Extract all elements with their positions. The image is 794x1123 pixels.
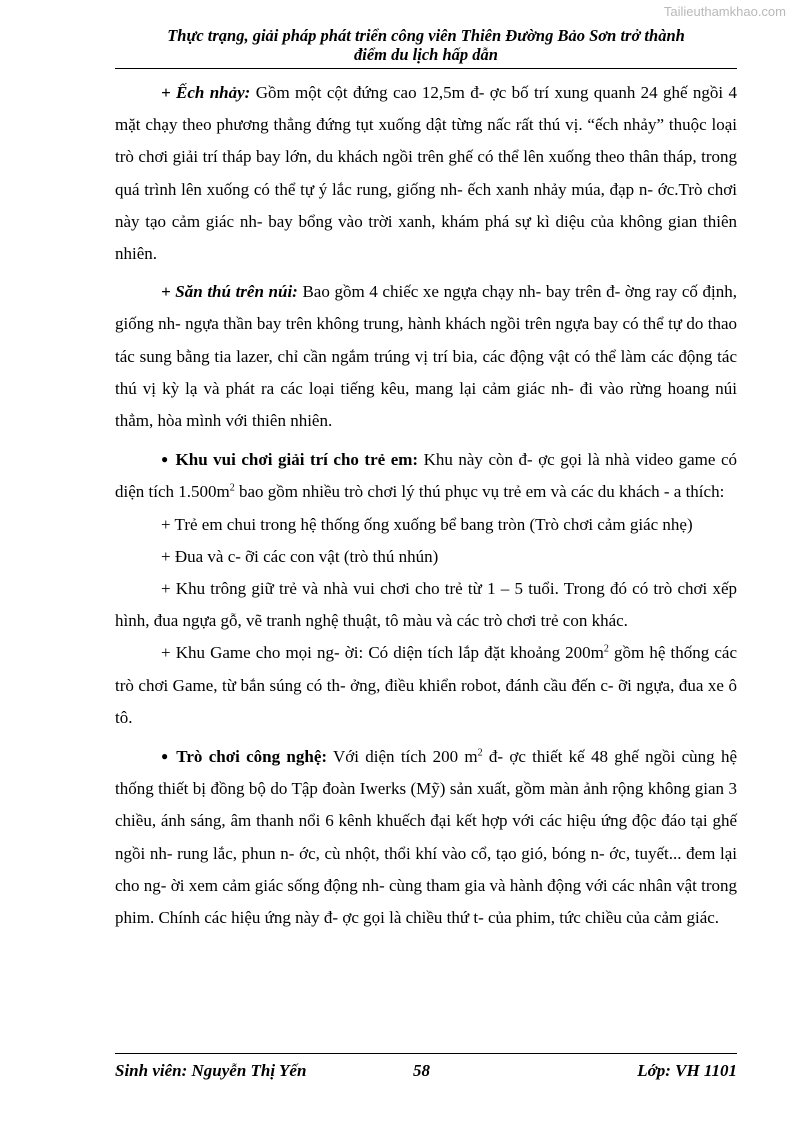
- paragraph-text: Gồm một cột đứng cao 12,5m đ- ợc bố trí xung quanh 24 ghế ngồi 4 mặt chạy theo phương thẳng đứng tụt xuống dật từng nấc rất thú vị. “ếch nhảy” thuộc loại trò chơi giải trí tháp bay lớn, du khách ngồi trên ghế có thể lên xuống theo thân tháp, trong quá trình lên xuống có thể tự ý lắc rung, giống nh- ếch xanh nhảy múa, đạp n- ớc.Trò chơi này tạo cảm giác nh- bay bổng vào trời xanh, khám phá sự kì diệu của không gian thiên nhiên.: [115, 83, 737, 264]
- document-body: [115, 77, 737, 940]
- paragraph-title: Trò chơi công nghệ:: [176, 747, 328, 767]
- footer-student: Sinh viên: Nguyễn Thị Yến: [115, 1061, 307, 1080]
- list-item-trong-giu-tre: + Khu trông giữ trẻ và nhà vui chơi cho trẻ từ 1 – 5 tuổi. Trong đó có trò chơi xếp hình, đua ngựa gỗ, vẽ tranh nghệ thuật, tô màu và các trò chơi trẻ con khác.: [115, 579, 737, 631]
- footer-class: Lớp: VH 1101: [637, 1061, 737, 1080]
- paragraph-title: + Săn thú trên núi:: [161, 282, 298, 302]
- list-item-ong-xuong: + Trẻ em chui trong hệ thống ống xuống bể bang tròn (Trò chơi cảm giác nhẹ): [161, 514, 693, 534]
- header-line-1: Thực trạng, giải pháp phát triển công viên Thiên Đường Bảo Sơn trở thành: [167, 26, 685, 45]
- paragraph-tro-choi-cong-nghe: [115, 740, 737, 934]
- paragraph-text: bao gồm nhiều trò chơi lý thú phục vụ trẻ em và các du khách - a thích:: [234, 482, 725, 502]
- paragraph-title: Khu vui chơi giải trí cho trẻ em:: [175, 450, 419, 470]
- list-item-khu-game: [115, 637, 737, 734]
- list-item-dua-con-vat: + Đua và c- ỡi các con vật (trò thú nhún): [161, 546, 439, 566]
- superscript: 2: [229, 482, 235, 494]
- footer-divider: [115, 1053, 737, 1054]
- paragraph-ech-nhay: [115, 77, 737, 270]
- bullet-icon: ●: [161, 452, 170, 467]
- paragraph-text: Với diện tích 200 m: [327, 747, 478, 767]
- superscript: 2: [477, 747, 483, 759]
- paragraph-san-thu: [115, 276, 737, 437]
- header-divider: [115, 68, 737, 69]
- page-number: 58: [413, 1061, 430, 1080]
- page-header: [115, 26, 737, 64]
- header-line-2: điểm du lịch hấp dẫn: [354, 45, 498, 64]
- paragraph-text: Bao gồm 4 chiếc xe ngựa chạy nh- bay trên đ- ờng ray cố định, giống nh- ngựa thần bay trên không trung, hành khách ngồi trên ngựa bay có thể tự do thao tác sung bằng tia lazer, chỉ cần ngắm trúng vị trí bia, các động vật có thể làm các động tác thú vị kỳ lạ và phát ra các loại tiếng kêu, mang lại cảm giác nh- đi vào rừng hoang núi thẳm, hòa mình với thiên nhiên.: [115, 282, 737, 431]
- bullet-icon: ●: [161, 749, 171, 764]
- superscript: 2: [603, 643, 609, 655]
- paragraph-text: Khu này còn đ- ợc gọi là nhà video game có diện tích 1.500m: [115, 450, 737, 502]
- paragraph-text: gồm hệ thống các trò chơi Game, từ bắn súng có th- ởng, điều khiển robot, đánh cầu đến c- ỡi ngựa, đua xe ô tô.: [115, 643, 737, 727]
- paragraph-khu-vui-choi: [115, 443, 737, 508]
- paragraph-text: + Khu Game cho mọi ng- ời: Có diện tích lắp đặt khoảng 200m: [161, 643, 604, 663]
- watermark-text: Tailieuthamkhao.com: [663, 4, 786, 19]
- paragraph-text: đ- ợc thiết kế 48 ghế ngồi cùng hệ thống thiết bị đồng bộ do Tập đoàn Iwerks (Mỹ) sản xuất, gồm màn ảnh rộng không gian 3 chiều, ánh sáng, âm thanh nổi 6 kênh khuếch đại kết hợp với các hiệu ứng độc đáo tại ghế ngồi nh- rung lắc, phun n- ớc, cù nhột, thổi khí vào cổ, tạo gió, bóng n- ớc, tuyết... đem lại cho ng- ời xem cảm giác sống động nh- cùng tham gia và hành động với các nhân vật trong phim. Chính các hiệu ứng này đ- ợc gọi là chiều thứ t- của phim, tức chiều của cảm giác.: [115, 747, 738, 928]
- paragraph-title: + Ếch nhảy:: [161, 83, 251, 102]
